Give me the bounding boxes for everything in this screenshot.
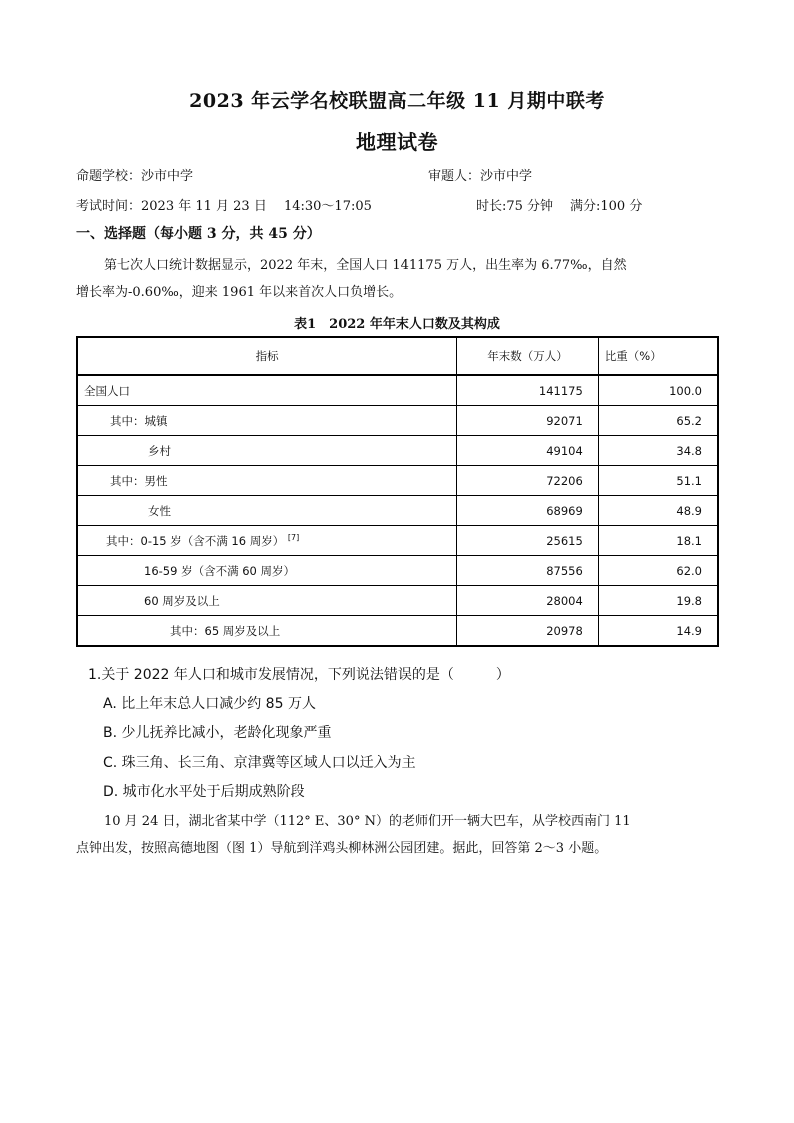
row-percent: 14.9 <box>598 616 718 647</box>
setter-school: 命题学校：沙市中学 <box>76 169 194 184</box>
row-count: 87556 <box>457 556 599 586</box>
table-caption: 表1 2022 年年末人口数及其构成 <box>294 317 500 332</box>
row-count: 49104 <box>457 436 599 466</box>
row-label: 其中：65 周岁及以上 <box>170 623 281 638</box>
section-heading: 一、选择题（每小题 3 分，共 45 分） <box>76 226 321 242</box>
table-row <box>77 375 718 406</box>
row-label: 其中：男性 <box>110 473 168 488</box>
row-label: 女性 <box>148 503 171 518</box>
exam-duration: 时长:75 分钟 <box>476 199 554 214</box>
row-label: 其中：城镇 <box>110 413 168 428</box>
row-percent: 100.0 <box>598 375 718 406</box>
population-table <box>76 336 719 647</box>
table-row <box>77 496 718 526</box>
table-row <box>77 586 718 616</box>
row-count: 72206 <box>457 466 599 496</box>
row-label: 全国人口 <box>84 383 130 398</box>
passage-2 <box>76 808 726 862</box>
row-count: 20978 <box>457 616 599 647</box>
full-score: 满分:100 分 <box>570 199 643 214</box>
option-a: A. 比上年末总人口减少约 85 万人 <box>103 696 316 712</box>
table-row <box>77 526 718 556</box>
intro-paragraph <box>76 252 726 306</box>
header-percent: 比重（%） <box>598 337 718 375</box>
footnote-mark: [7] <box>287 532 300 542</box>
row-label: 60 周岁及以上 <box>144 593 220 608</box>
passage-line-1: 10 月 24 日，湖北省某中学（112° E、30° N）的老师们开一辆大巴车，从学校西南门 11 <box>104 814 631 829</box>
row-percent: 65.2 <box>598 406 718 436</box>
row-count: 141175 <box>457 375 599 406</box>
row-percent: 34.8 <box>598 436 718 466</box>
row-percent: 62.0 <box>598 556 718 586</box>
exam-time: 考试时间：2023 年 11 月 23 日 14:30～17:05 <box>76 199 372 214</box>
header-count: 年末数（万人） <box>457 337 599 375</box>
row-percent: 18.1 <box>598 526 718 556</box>
option-c: C. 珠三角、长三角、京津冀等区域人口以迁入为主 <box>103 755 416 771</box>
row-count: 25615 <box>457 526 599 556</box>
table-row <box>77 616 718 647</box>
row-percent: 19.8 <box>598 586 718 616</box>
table-row <box>77 436 718 466</box>
passage-line-2: 点钟出发，按照高德地图（图 1）导航到洋鸡头柳林洲公园团建。据此，回答第 2～3 小题。 <box>76 841 608 856</box>
subject-title: 地理试卷 <box>356 130 438 154</box>
table-row <box>77 466 718 496</box>
row-percent: 51.1 <box>598 466 718 496</box>
intro-line-2: 增长率为-0.60‰，迎来 1961 年以来首次人口负增长。 <box>76 285 403 300</box>
row-count: 92071 <box>457 406 599 436</box>
row-label: 16-59 岁（含不满 60 周岁） <box>144 563 296 578</box>
header-indicator: 指标 <box>77 337 457 375</box>
exam-title: 2023 年云学名校联盟高二年级 11 月期中联考 <box>189 90 605 112</box>
option-b: B. 少儿抚养比减小，老龄化现象严重 <box>103 725 332 741</box>
table-row <box>77 406 718 436</box>
row-label: 乡村 <box>148 443 171 458</box>
row-count: 68969 <box>457 496 599 526</box>
option-d: D. 城市化水平处于后期成熟阶段 <box>103 784 305 800</box>
table-header-row <box>77 337 718 375</box>
row-percent: 48.9 <box>598 496 718 526</box>
intro-line-1: 第七次人口统计数据显示，2022 年末，全国人口 141175 万人，出生率为 6.77‰，自然 <box>104 258 627 273</box>
row-label: 其中：0-15 岁（含不满 16 周岁） <box>106 533 285 548</box>
table-row <box>77 556 718 586</box>
reviewer: 审题人：沙市中学 <box>428 169 533 184</box>
question-1-stem: 1.关于 2022 年人口和城市发展情况，下列说法错误的是（ ） <box>88 667 510 683</box>
row-count: 28004 <box>457 586 599 616</box>
